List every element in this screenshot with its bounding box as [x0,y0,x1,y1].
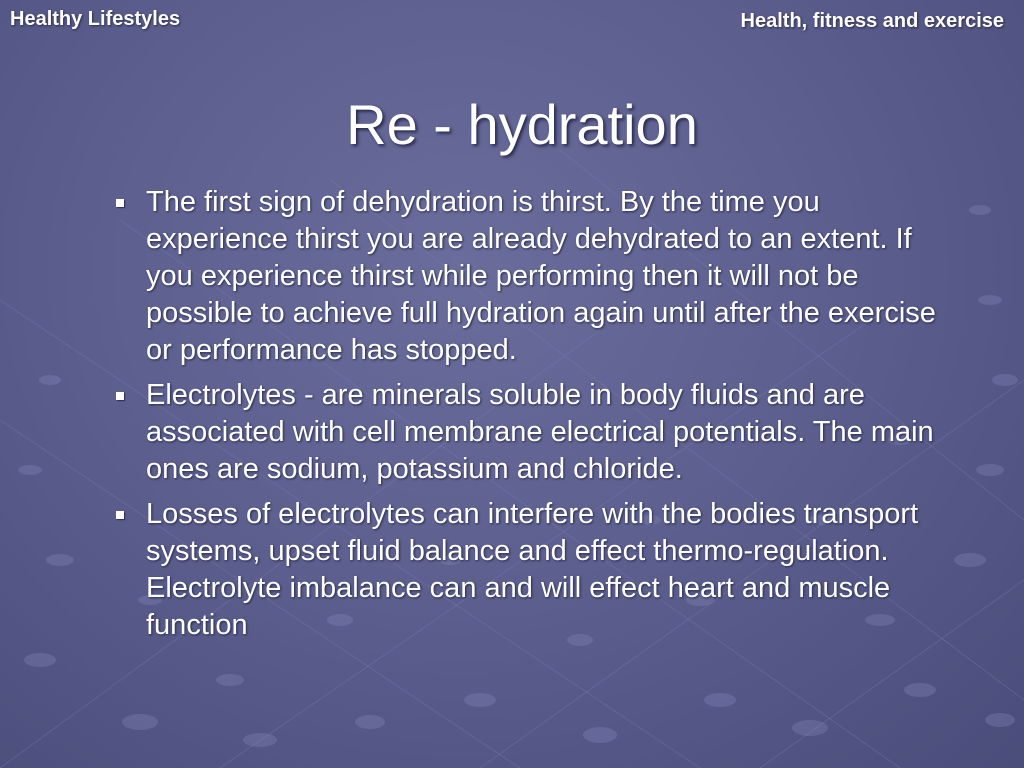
square-bullet-icon [116,392,124,400]
square-bullet-icon [116,511,124,519]
bullet-text: The first sign of dehydration is thirst. By the time you experience thirst you are already dehydrated to an extent. If you experience thirst while performing then it will not be possible to achieve full hydration again until after the exercise or performance has stopped. [146,186,936,366]
slide-title: Re - hydration [346,93,698,156]
bullet-list [110,184,950,652]
presentation-title: Healthy Lifestyles [10,8,181,30]
bullet-text: Losses of electrolytes can interfere with the bodies transport systems, upset fluid balance and effect thermo-regulation. Electrolyte imbalance can and will effect heart and muscle function [146,498,919,641]
presentation-subtitle: Health, fitness and exercise [740,10,1004,32]
bullet-item [110,496,950,644]
bullet-text: Electrolytes - are minerals soluble in body fluids and are associated with cell membrane electrical potentials. The main ones are sodium, potassium and chloride. [146,379,934,485]
bullet-item [110,377,950,488]
bullet-item [110,184,950,369]
square-bullet-icon [116,199,124,207]
